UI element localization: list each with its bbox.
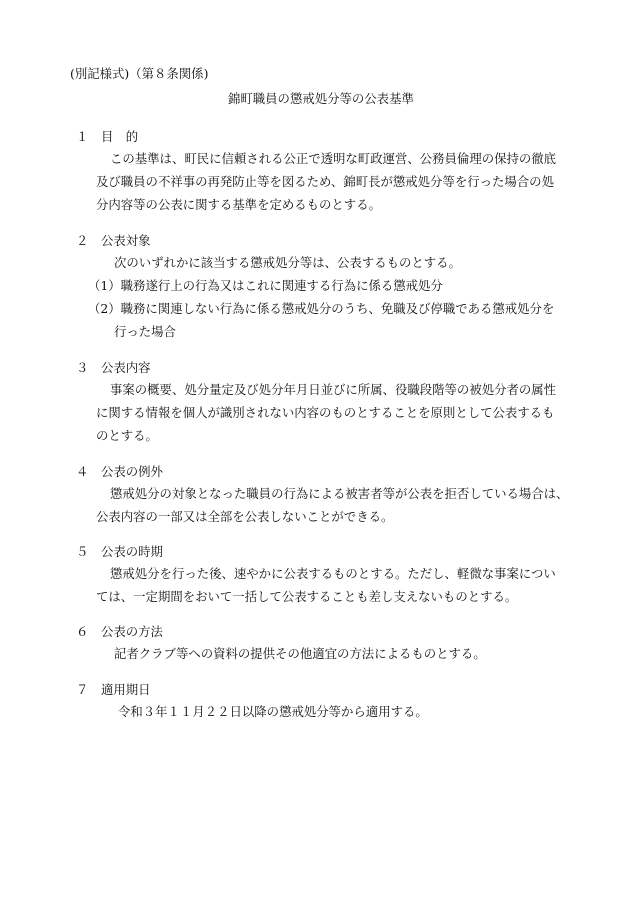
section-title: 公表の方法 [101, 624, 163, 639]
section-number: ６ [76, 624, 89, 639]
paragraph-line: に関する情報を個人が識別されない内容のものとすることを原則として公表するも [96, 405, 555, 420]
section-number: ７ [76, 682, 89, 697]
paragraph-line: 及び職員の不祥事の再発防止等を図るため、錦町長が懲戒処分等を行った場合の処 [96, 174, 554, 189]
section-heading [76, 462, 163, 481]
section-number: ３ [76, 360, 89, 375]
paragraph-line: ては、一定期間をおいて一括して公表することも差し支えないものとする。 [96, 589, 518, 604]
section-heading [76, 680, 151, 699]
section-heading [76, 358, 151, 377]
document-title: 錦町職員の懲戒処分等の公表基準 [228, 91, 414, 106]
paragraph-line: 懲戒処分を行った後、速やかに公表するものとする。ただし、軽微な事案につい [110, 566, 556, 581]
section-heading [76, 127, 138, 146]
paragraph-line: のとする。 [96, 428, 158, 443]
section-title: 公表内容 [101, 360, 151, 375]
section-heading [76, 231, 151, 250]
paragraph-line: 分内容等の公表に関する基準を定めるものとする。 [96, 197, 381, 212]
paragraph-line: この基準は、町民に信頼される公正で透明な町政運営、公務員倫理の保持の徹底 [110, 151, 557, 166]
paragraph-line: 懲戒処分の対象となった職員の行為による被害者等が公表を拒否している場合は、 [110, 486, 569, 501]
list-item-continuation: 行った場合 [114, 324, 176, 339]
section-number: ４ [76, 464, 89, 479]
section-number: ２ [76, 233, 89, 248]
section-title: 目 的 [101, 129, 139, 144]
section-number: ５ [76, 544, 89, 559]
list-item: （2）職務に関連しない行為に係る懲戒処分のうち、免職及び停職である懲戒処分を [88, 301, 555, 316]
form-reference-note: (別記様式)（第８条関係) [70, 66, 209, 81]
paragraph-line: 公表内容の一部又は全部を公表しないことができる。 [96, 509, 394, 524]
section-title: 公表対象 [101, 233, 151, 248]
paragraph-line: 事案の概要、処分量定及び処分年月日並びに所属、役職段階等の被処分者の属性 [110, 382, 557, 397]
paragraph-line: 令和３年１１月２２日以降の懲戒処分等から適用する。 [118, 704, 428, 719]
paragraph-line: 記者クラブ等への資料の提供その他適宜の方法によるものとする。 [114, 646, 486, 661]
section-title: 公表の時期 [101, 544, 163, 559]
section-number: １ [76, 129, 89, 144]
section-heading [76, 542, 163, 561]
list-item: （1）職務遂行上の行為又はこれに関連する行為に係る懲戒処分 [88, 278, 443, 293]
section-title: 適用期日 [101, 682, 151, 697]
section-title: 公表の例外 [101, 464, 163, 479]
section-heading [76, 622, 163, 641]
paragraph-line: 次のいずれかに該当する懲戒処分等は、公表するものとする。 [114, 255, 461, 270]
